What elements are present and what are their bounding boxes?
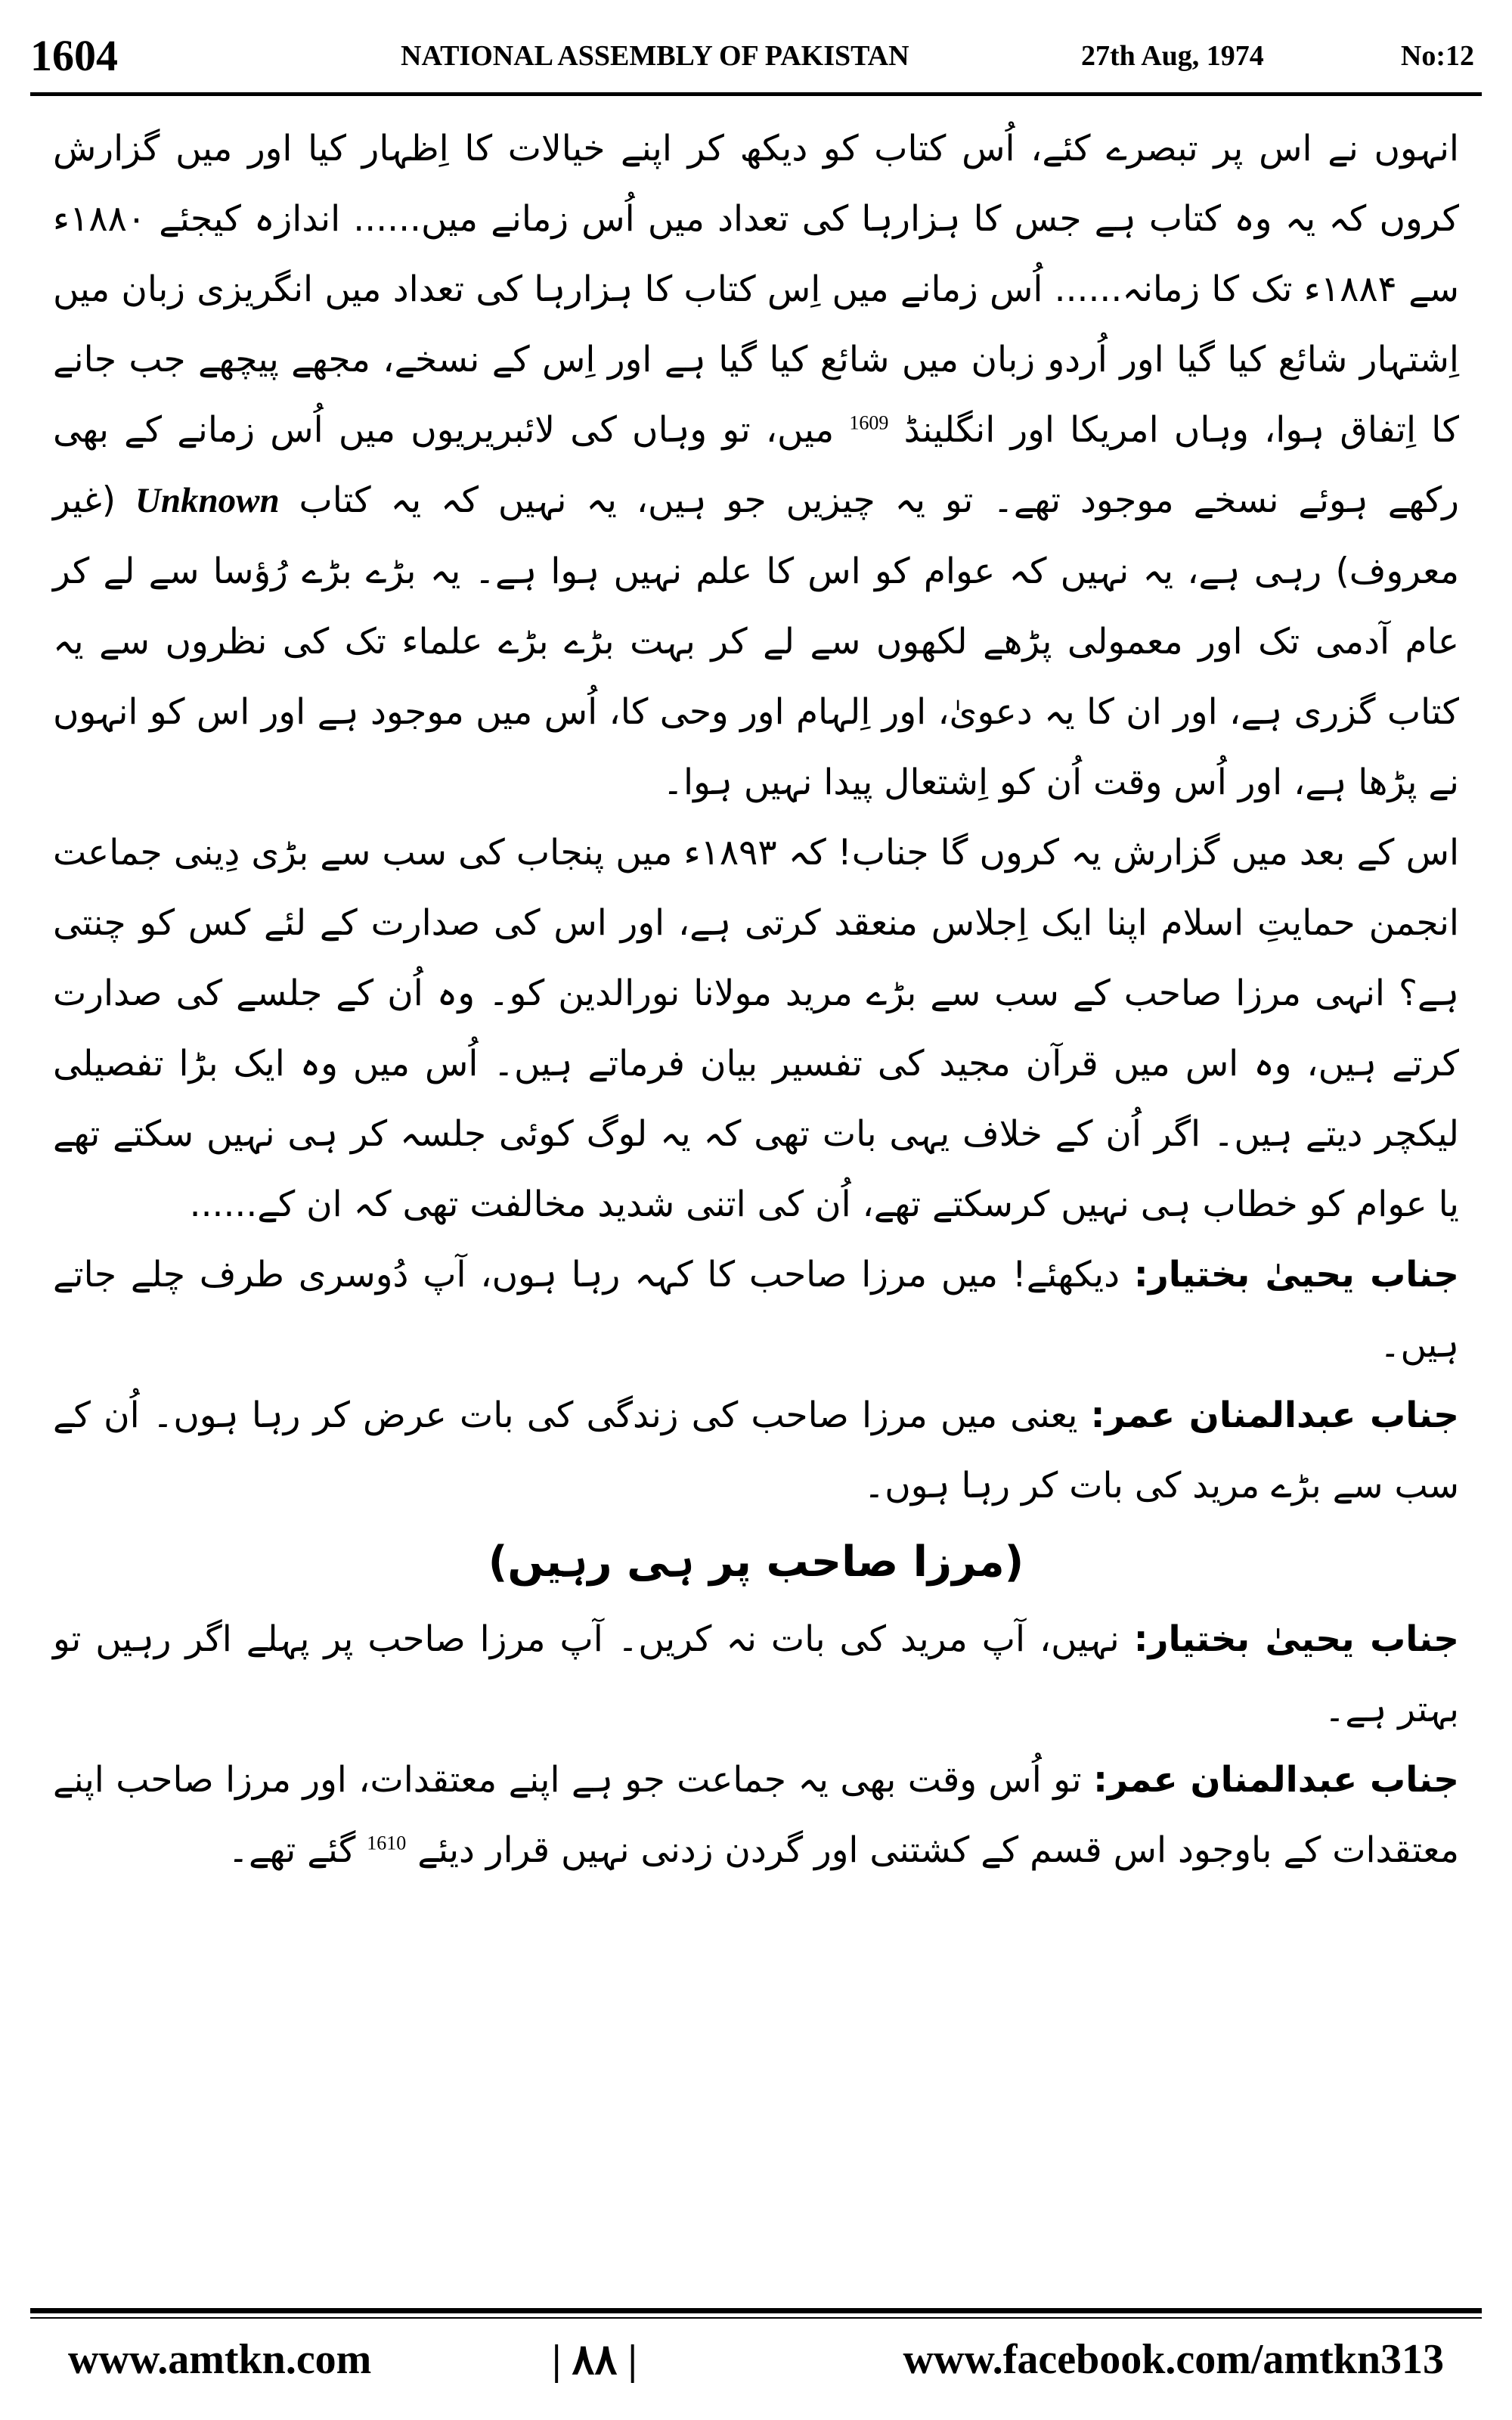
speaker-name: جناب عبدالمنان عمر: (1093, 1759, 1459, 1801)
facebook-link[interactable]: www.facebook.com/amtkn313 (903, 2336, 1444, 2383)
speech-text: یعنی میں مرزا صاحب کی زندگی کی بات عرض کر رہا ہوں۔ اُن کے سب سے بڑے مرید کی بات کر رہا ہوں۔ (53, 1395, 1459, 1506)
footnote-marker: 1610 (367, 1832, 407, 1854)
header-divider (30, 92, 1482, 96)
english-term: Unknown (135, 481, 280, 520)
page-footer (68, 2335, 1444, 2396)
speech-text: تو اُس وقت بھی یہ جماعت جو ہے اپنے معتقدات، اور مرزا صاحب اپنے معتقدات کے باوجود اس قسم کے کشتنی اور گردن زدنی نہیں قرار دیئے (53, 1759, 1459, 1871)
website-link[interactable]: www.amtkn.com (68, 2336, 372, 2383)
page-number: 1604 (30, 31, 118, 80)
paragraph-2: اس کے بعد میں گزارش یہ کروں گا جناب! کہ ۱۸۹۳ء میں پنجاب کی سب سے بڑی دِینی جماعت انجمن حمایتِ اسلام اپنا ایک اِجلاس منعقد کرتی ہے، اور اس کی صدارت کے لئے کس کو چنتی ہے؟ انہی مرزا صاحب کے سب سے بڑے مرید مولانا نورالدین کو۔ وہ اُن کے جلسے کی صدارت کرتے ہیں، وہ اس میں قرآن مجید کی تفسیر بیان فرماتے ہیں۔ اُس میں وہ ایک بڑا تفصیلی لیکچر دیتے ہیں۔ اگر اُن کے خلاف یہی بات تھی کہ یہ لوگ کوئی جلسہ کر ہی نہیں سکتے تھے یا عوام کو خطاب ہی نہیں کرسکتے تھے، اُن کی اتنی شدید مخالفت تھی کہ ان کے...... (53, 832, 1460, 1225)
speech-omar-2 (53, 1745, 1459, 1885)
speech-text: دیکھئے! میں مرزا صاحب کا کہہ رہا ہوں، آپ دُوسری طرف چلے جاتے ہیں۔ (53, 1254, 1459, 1366)
footer-page-number: | ۸۸ | (552, 2337, 637, 2384)
speaker-name: جناب عبدالمنان عمر: (1090, 1395, 1459, 1436)
section-heading: (مرزا صاحب پر ہی رہیں) (488, 1537, 1024, 1587)
footnote-marker: 1609 (849, 411, 889, 434)
footer-divider-thick (30, 2308, 1482, 2313)
speech-yahya-2 (53, 1604, 1459, 1745)
paragraph-1 (53, 113, 1459, 818)
page-header (30, 30, 1482, 91)
body-text (53, 113, 1459, 1885)
paragraph-1-part-c: (غیر معروف) رہی ہے، یہ نہیں کہ عوام کو اس کا علم نہیں ہوا ہے۔ یہ بڑے بڑے رُؤسا سے لے کر عام آدمی تک اور معمولی پڑھے لکھوں سے لے کر بہت بڑے بڑے علماء تک کی نظروں سے یہ کتاب گزری ہے، اور ان کا یہ دعویٰ، اور اِلہام اور وحی کا، اُس میں موجود ہے اور اس کو انہوں نے پڑھا ہے، اور اُس وقت اُن کو اِشتعال پیدا نہیں ہوا۔ (53, 479, 1459, 803)
session-date: 27th Aug, 1974 (1081, 40, 1264, 72)
speech-yahya-1 (53, 1239, 1459, 1380)
speaker-name: جناب یحییٰ بختیار: (1133, 1254, 1460, 1295)
journal-title: NATIONAL ASSEMBLY OF PAKISTAN (401, 40, 909, 72)
speech-text-end: گئے تھے۔ (228, 1829, 356, 1871)
paragraph-1-part-a: انہوں نے اس پر تبصرے کئے، اُس کتاب کو دیکھ کر اپنے خیالات کا اِظہار کیا اور میں گزارش کروں کہ یہ وہ کتاب ہے جس کا ہزارہا کی تعداد میں اُس زمانے میں...... اندازہ کیجئے ۱۸۸۰ء سے ۱۸۸۴ء تک کا زمانہ...... اُس زمانے میں اِس کتاب کا ہزارہا کی تعداد میں انگریزی زبان میں اِشتہار شائع کیا گیا اور اُردو زبان میں شائع کیا گیا ہے اور اِس کے نسخے، مجھے پیچھے جب جانے کا اِتفاق ہوا، وہاں امریکا اور انگلینڈ (53, 128, 1459, 451)
paragraph-1-part-b: میں، تو وہاں کی لائبریریوں میں اُس زمانے کے بھی رکھے ہوئے نسخے موجود تھے۔ تو یہ چیزیں جو ہیں، یہ نہیں کہ یہ کتاب (53, 409, 1459, 521)
speaker-name: جناب یحییٰ بختیار: (1133, 1618, 1459, 1660)
speech-text: نہیں، آپ مرید کی بات نہ کریں۔ آپ مرزا صاحب پر پہلے اگر رہیں تو بہتر ہے۔ (53, 1618, 1459, 1730)
issue-number: No:12 (1400, 40, 1474, 72)
speech-omar-1 (53, 1380, 1459, 1521)
footer-divider-thin (30, 2317, 1482, 2319)
